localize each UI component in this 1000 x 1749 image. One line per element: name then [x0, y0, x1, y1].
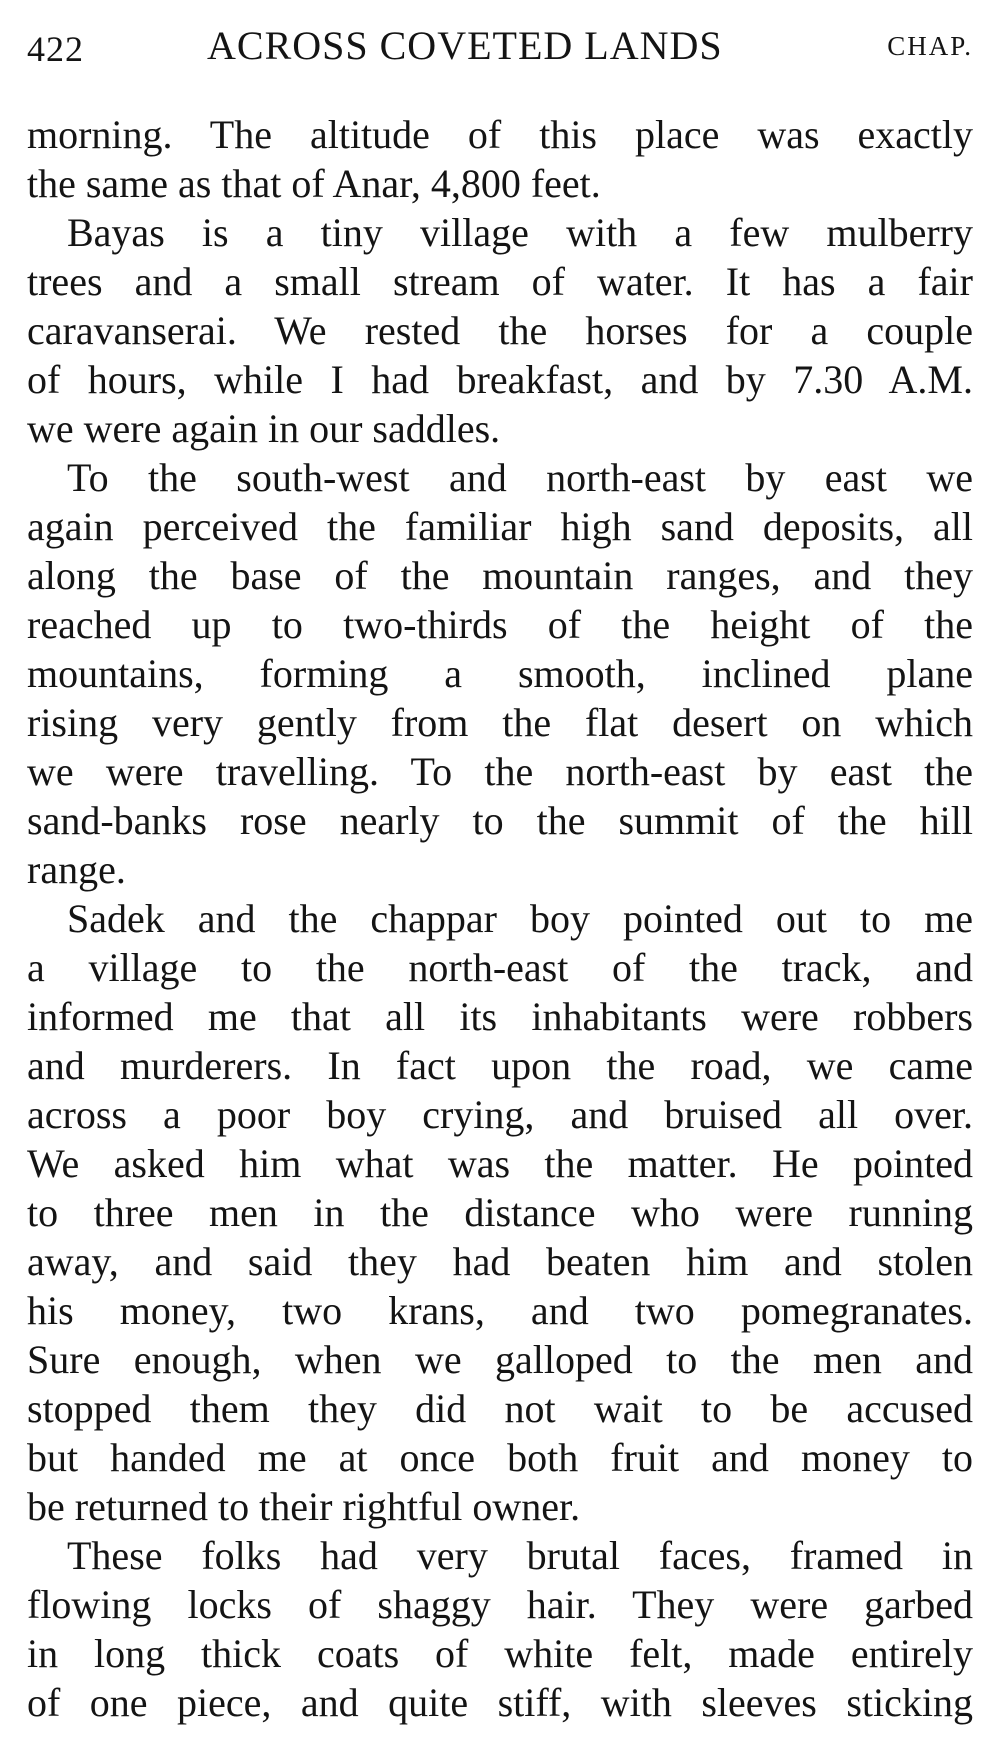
text-line: of hours, while I had breakfast, and by 7.30 A.M. — [27, 357, 973, 402]
text-line: across a poor boy crying, and bruised all over. — [27, 1092, 973, 1137]
text-line: away, and said they had beaten him and stolen — [27, 1239, 973, 1284]
text-line: a village to the north-east of the track, and — [27, 945, 973, 990]
text-line: stopped them they did not wait to be accused — [27, 1386, 973, 1431]
body-text — [27, 110, 973, 1727]
text-line: Sadek and the chappar boy pointed out to me — [67, 896, 973, 941]
text-line: These folks had very brutal faces, framed in — [67, 1533, 973, 1578]
text-line: Bayas is a tiny village with a few mulberry — [67, 210, 973, 255]
text-line: morning. The altitude of this place was exactly — [27, 112, 973, 157]
text-line: of one piece, and quite stiff, with sleeves sticking — [27, 1680, 973, 1725]
chapter-label: CHAP. — [887, 31, 973, 61]
text-line: flowing locks of shaggy hair. They were garbed — [27, 1582, 973, 1627]
running-head — [27, 22, 973, 78]
text-line: we were again in our saddles. — [27, 406, 501, 451]
text-line: sand-banks rose nearly to the summit of the hill — [27, 798, 973, 843]
text-line: be returned to their rightful owner. — [27, 1484, 581, 1529]
text-line: we were travelling. To the north-east by east the — [27, 749, 973, 794]
text-line: the same as that of Anar, 4,800 feet. — [27, 161, 601, 206]
text-line: trees and a small stream of water. It has a fair — [27, 259, 973, 304]
text-line: but handed me at once both fruit and money to — [27, 1435, 973, 1480]
text-line: to three men in the distance who were running — [27, 1190, 973, 1235]
text-line: along the base of the mountain ranges, and they — [27, 553, 973, 598]
text-line: mountains, forming a smooth, inclined plane — [27, 651, 973, 696]
page-number: 422 — [27, 29, 84, 69]
text-line: rising very gently from the flat desert on which — [27, 700, 973, 745]
running-title: ACROSS COVETED LANDS — [207, 23, 723, 68]
text-line: his money, two krans, and two pomegranates. — [27, 1288, 973, 1333]
text-line: We asked him what was the matter. He pointed — [27, 1141, 973, 1186]
text-line: informed me that all its inhabitants were robbers — [27, 994, 973, 1039]
text-line: range. — [27, 847, 126, 892]
text-line: To the south-west and north-east by east we — [67, 455, 973, 500]
text-line: again perceived the familiar high sand deposits, all — [27, 504, 973, 549]
text-line: in long thick coats of white felt, made entirely — [27, 1631, 973, 1676]
text-line: reached up to two-thirds of the height of the — [27, 602, 973, 647]
text-line: Sure enough, when we galloped to the men and — [27, 1337, 973, 1382]
text-line: caravanserai. We rested the horses for a couple — [27, 308, 973, 353]
text-line: and murderers. In fact upon the road, we came — [27, 1043, 973, 1088]
